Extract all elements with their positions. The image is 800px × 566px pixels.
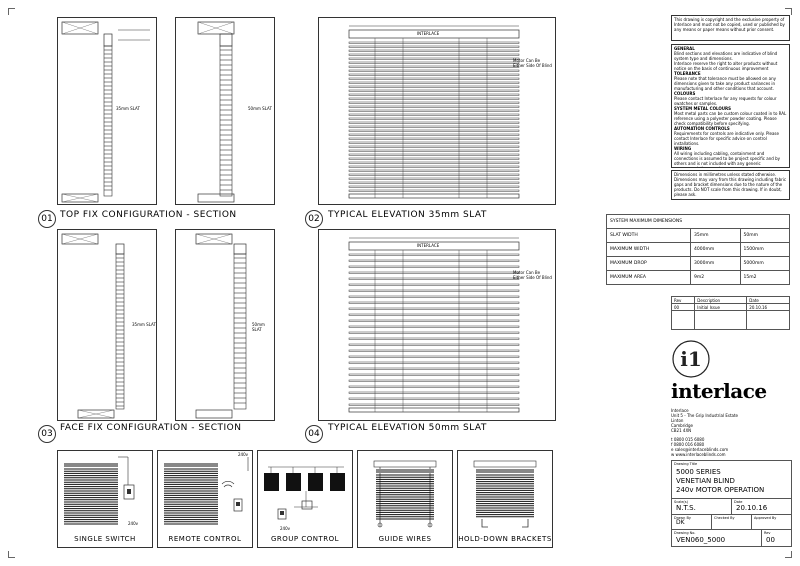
address-line: CB21 4XN	[671, 428, 692, 433]
address-line: Unit 5 - The Grip Industrial Estate	[671, 413, 739, 418]
slat	[349, 302, 519, 303]
contact-website[interactable]: w www.interlaceblinds.com	[671, 452, 726, 457]
slat-label: 35mm SLAT	[116, 106, 140, 111]
company-logo	[671, 335, 790, 405]
option-label: SINGLE SWITCH	[74, 535, 136, 543]
slat	[349, 146, 519, 147]
face-fix-35-section	[57, 229, 157, 421]
section-number: 02	[305, 210, 323, 228]
table-cell: 50mm	[740, 229, 790, 243]
table-row	[607, 243, 790, 257]
slat	[349, 368, 519, 369]
address-line: Cambridge	[671, 423, 693, 428]
slat	[349, 118, 519, 119]
revision-table	[671, 296, 790, 330]
table-cell: SLAT WIDTH	[607, 229, 691, 243]
option-remote-control	[157, 450, 253, 548]
table-cell: 35mm	[691, 229, 740, 243]
slat	[349, 58, 519, 59]
top-fix-35-section	[57, 17, 157, 205]
slat	[349, 74, 519, 75]
note-line: SYSTEM METAL COLOURS	[674, 106, 732, 111]
slat	[349, 174, 519, 175]
drawing-number-value: VEN060_5000	[676, 536, 726, 544]
note-line: Please contact Interlace for any requests for colour swatches or samples.	[674, 96, 777, 106]
drawn-by-cell: Drawn By DK	[671, 514, 712, 530]
elevation-50mm	[318, 229, 556, 421]
note-line: AUTOMATION CONTROLS	[674, 126, 730, 131]
slat	[349, 314, 519, 315]
slat	[349, 284, 519, 285]
slat	[349, 254, 519, 255]
voltage-label: 240v	[128, 521, 139, 526]
slat	[349, 356, 519, 357]
face-fix-50-section	[175, 229, 275, 421]
slat	[349, 82, 519, 83]
slat	[349, 308, 519, 309]
slat	[349, 386, 519, 387]
elevation-35mm	[318, 17, 556, 205]
slat	[349, 278, 519, 279]
drawing-title-cell: Drawing Title 5000 SERIES VENETIAN BLIND 240v MOTOR OPERATION	[671, 460, 792, 499]
top-fix-50-section	[175, 17, 275, 205]
table-cell: 15m2	[740, 271, 790, 285]
note-line: Requirements for controls are indicative only. Please contact Interlace for specific advice on control installations.	[674, 131, 779, 146]
slat-label: 50mm SLAT	[252, 322, 265, 332]
slat-label: 35mm SLAT	[132, 322, 156, 327]
bottom-rail	[349, 408, 519, 412]
slat	[349, 290, 519, 291]
option-label: REMOTE CONTROL	[168, 535, 242, 543]
slat	[349, 142, 519, 143]
slat	[349, 260, 519, 261]
description-cell: Initial Issue	[695, 304, 747, 311]
table-row	[607, 229, 790, 243]
section-number: 01	[38, 210, 56, 228]
slat	[349, 126, 519, 127]
slat	[349, 154, 519, 155]
option-label: HOLD-DOWN BRACKETS	[458, 535, 552, 543]
slat	[349, 46, 519, 47]
note-line: Most metal parts can be custom colour coated in to RAL reference using a polyester powder coating. Please check compatibility before specifying.	[674, 111, 787, 126]
address-line: Interlace	[671, 408, 689, 413]
slat	[349, 404, 519, 405]
voltage-label: 240v	[238, 452, 249, 457]
section-title: TOP FIX CONFIGURATION - SECTION	[60, 210, 237, 220]
headrail-label: INTERLACE	[417, 31, 440, 36]
option-label: GROUP CONTROL	[270, 535, 340, 543]
table-cell: MAXIMUM WIDTH	[607, 243, 691, 257]
voltage-label: 240v	[280, 526, 291, 531]
slat	[349, 130, 519, 131]
note-line: All wiring including cabling, containment and connections is assumed to be project specific and by others and is not included with any generic	[674, 151, 780, 166]
drawing-title-line: 5000 SERIES	[676, 468, 721, 476]
drawn-by-value: DK	[676, 519, 685, 526]
slat	[349, 86, 519, 87]
table-cell: 4000mm	[691, 243, 740, 257]
revision-cell: Rev 00	[761, 529, 792, 547]
logo-text: interlace	[671, 379, 767, 403]
note-line: Please note that tolerance must be allowed on any dimensions given to take any product variances in manufacturing and other conditions that account.	[674, 76, 776, 91]
crop-mark	[8, 8, 15, 15]
section-title: FACE FIX CONFIGURATION - SECTION	[60, 423, 242, 433]
slat	[349, 266, 519, 267]
table-cell: 5000mm	[740, 257, 790, 271]
slat	[349, 42, 519, 43]
slat	[349, 50, 519, 51]
note-line: Blind sections and elevations are indicative of blind system type and dimensions.	[674, 51, 778, 61]
bottom-rail	[349, 194, 519, 198]
slat	[349, 350, 519, 351]
slat	[349, 138, 519, 139]
slat	[349, 150, 519, 151]
note-line: COLOURS	[674, 91, 696, 96]
slat	[349, 332, 519, 333]
section-number: 04	[305, 425, 323, 443]
slat	[349, 320, 519, 321]
date-cell: Date 20.10.16	[731, 498, 792, 515]
slat	[349, 94, 519, 95]
rev-cell: 00	[672, 304, 695, 311]
section-title: TYPICAL ELEVATION 50mm SLAT	[328, 423, 487, 433]
date-cell: 20.10.16	[747, 304, 790, 311]
slat-label: 50mm SLAT	[248, 106, 272, 111]
slat	[349, 362, 519, 363]
slat	[349, 398, 519, 399]
slat	[349, 338, 519, 339]
svg-text:i1: i1	[680, 347, 702, 371]
table-cell: 9m2	[691, 271, 740, 285]
description-header: Description	[695, 297, 747, 304]
slat	[349, 98, 519, 99]
table-cell: 1500mm	[740, 243, 790, 257]
slat	[349, 90, 519, 91]
note-line: GENERAL	[674, 46, 695, 51]
date-header: Date	[747, 297, 790, 304]
slat	[349, 374, 519, 375]
contact-email[interactable]: e sales@interlaceblinds.com	[671, 447, 729, 452]
slat	[349, 326, 519, 327]
drawing-title-line: VENETIAN BLIND	[676, 477, 735, 485]
motor-note: Motor Can Be Either Side Of Blind	[513, 58, 552, 68]
contact-fax: f 0800 016 6080	[671, 442, 705, 447]
slat	[349, 122, 519, 123]
crop-mark	[8, 551, 15, 558]
slat	[349, 182, 519, 183]
note-line: TOLERANCE	[674, 71, 701, 76]
drawing-number-cell: Drawing No. VEN060_5000	[671, 529, 762, 547]
slat	[349, 344, 519, 345]
system-dimensions-table	[606, 214, 790, 285]
slat	[349, 78, 519, 79]
option-group-control	[257, 450, 353, 548]
slat	[349, 272, 519, 273]
slat	[349, 102, 519, 103]
drawing-title-line: 240v MOTOR OPERATION	[676, 486, 765, 494]
table-cell: MAXIMUM AREA	[607, 271, 691, 285]
slat	[349, 134, 519, 135]
copyright-note: This drawing is copyright and the exclusive property of Interlace and must not be copied, used or published by any means or paper means without prior consent.	[671, 15, 790, 41]
note-line: WIRING	[674, 146, 692, 151]
option-single-switch	[57, 450, 153, 548]
table-title: SYSTEM MAXIMUM DIMENSIONS	[607, 215, 790, 229]
slat	[349, 110, 519, 111]
option-guide-wires	[357, 450, 453, 548]
option-label: GUIDE WIRES	[378, 535, 432, 543]
dimension-note: Dimensions in millimetres unless stated otherwise. Dimensions may vary from this drawing including fabric gaps and bracket dimensions due to the nature of the products. Do NOT scale from this drawing. If in doubt, please ask.	[671, 170, 790, 200]
scale-value: N.T.S.	[676, 504, 696, 512]
note-line: Interlace reserve the right to alter products without notice on the basis of continuous improvement	[674, 61, 778, 71]
scale-cell: Scale(s) N.T.S.	[671, 498, 732, 515]
slat	[349, 186, 519, 187]
crop-mark	[785, 8, 792, 15]
slat	[349, 162, 519, 163]
slat	[349, 392, 519, 393]
slat	[349, 106, 519, 107]
slat	[349, 296, 519, 297]
section-title: TYPICAL ELEVATION 35mm SLAT	[328, 210, 487, 220]
address-line: Linton	[671, 418, 684, 423]
contact-phone: t 0800 015 6080	[671, 437, 705, 442]
general-notes	[671, 44, 790, 168]
slat	[349, 166, 519, 167]
crop-mark	[785, 551, 792, 558]
slat	[349, 170, 519, 171]
table-row	[607, 271, 790, 285]
date-value: 20.10.16	[736, 504, 768, 512]
option-hold-down-brackets	[457, 450, 553, 548]
table-cell: MAXIMUM DROP	[607, 257, 691, 271]
slat	[349, 70, 519, 71]
table-row	[607, 257, 790, 271]
motor-note: Motor Can Be Either Side Of Blind	[513, 270, 552, 280]
table-cell: 3000mm	[691, 257, 740, 271]
rev-header: Rev	[672, 297, 695, 304]
headrail-label: INTERLACE	[417, 243, 440, 248]
slat	[349, 54, 519, 55]
section-number: 03	[38, 425, 56, 443]
company-address	[671, 408, 790, 457]
slat	[349, 62, 519, 63]
checked-by-cell: Checked By	[711, 514, 752, 530]
approved-by-cell: Approved By	[751, 514, 792, 530]
slat	[349, 158, 519, 159]
slat	[349, 66, 519, 67]
slat	[349, 380, 519, 381]
slat	[349, 190, 519, 191]
slat	[349, 178, 519, 179]
revision-value: 00	[766, 536, 775, 544]
slat	[349, 114, 519, 115]
notes-list	[674, 46, 787, 168]
